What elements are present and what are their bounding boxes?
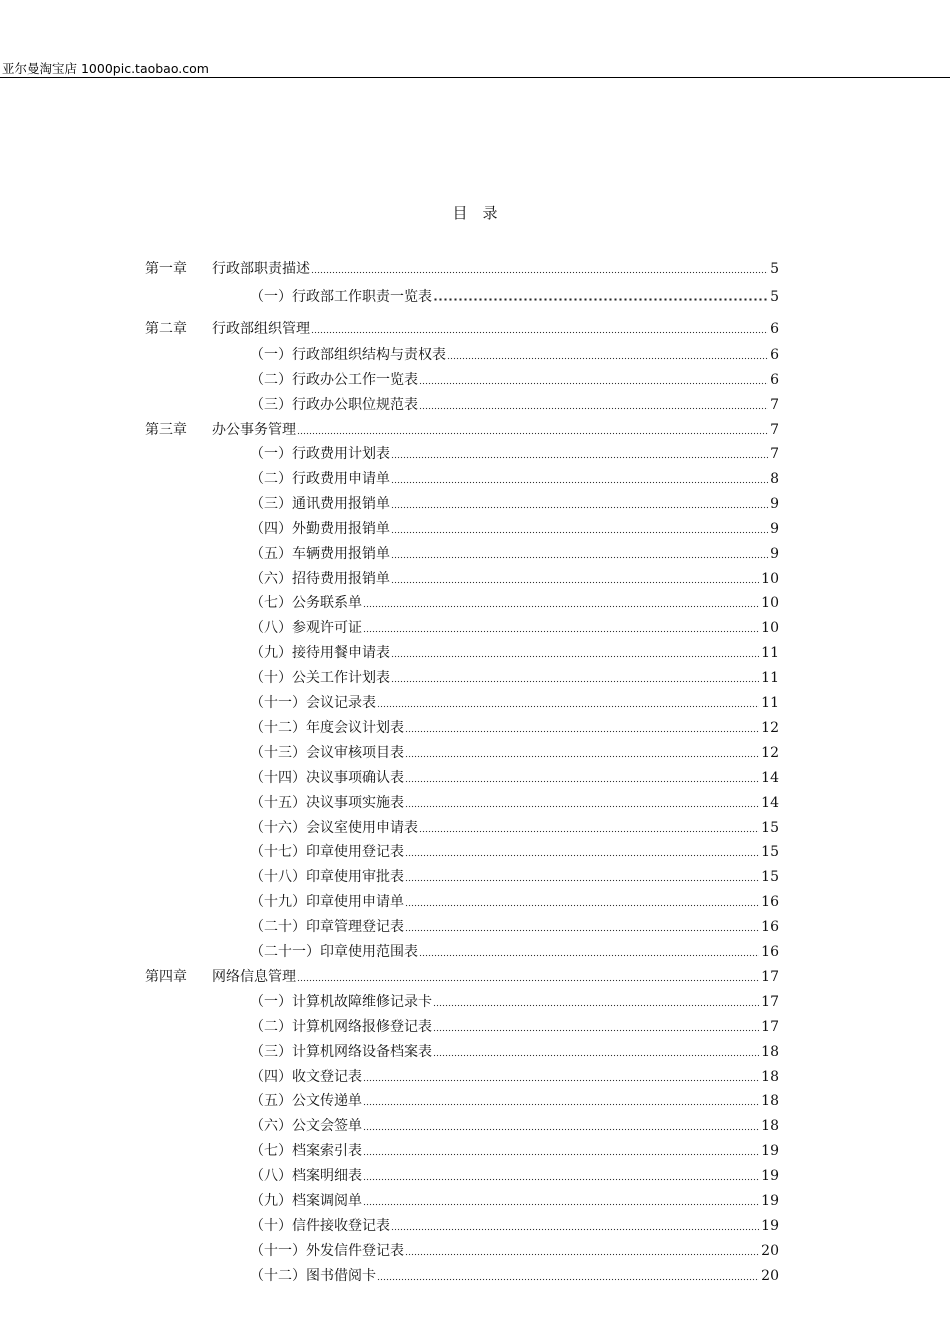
page-number: 15 <box>761 869 779 886</box>
entry-title: （十六）会议室使用申请表 <box>250 819 418 836</box>
chapter-number: 第二章 <box>145 321 187 337</box>
toc-section-entry[interactable] <box>250 543 779 563</box>
dot-leader <box>433 994 759 1008</box>
dot-leader <box>377 1268 759 1282</box>
entry-title: （五）车辆费用报销单 <box>250 545 390 562</box>
entry-title: （四）收文登记表 <box>250 1068 362 1085</box>
dot-leader <box>363 620 759 634</box>
toc-section-entry[interactable] <box>250 394 779 414</box>
dot-leader <box>433 289 768 303</box>
entry-title: 办公事务管理 <box>212 422 296 438</box>
toc-section-entry[interactable] <box>250 1265 779 1285</box>
dot-leader <box>391 546 768 560</box>
dot-leader <box>405 795 759 809</box>
entry-title: （九）档案调阅单 <box>250 1193 362 1209</box>
dot-leader <box>419 820 759 834</box>
dot-leader <box>391 496 768 510</box>
toc-section-entry[interactable] <box>250 866 779 886</box>
page-number: 11 <box>761 695 779 711</box>
toc-section-entry[interactable] <box>250 717 779 737</box>
page-number: 11 <box>761 645 779 662</box>
dot-leader <box>405 869 759 883</box>
header-text: 亚尔曼淘宝店 1000pic.taobao.com <box>2 61 209 76</box>
toc-section-entry[interactable] <box>250 493 779 513</box>
toc-section-entry[interactable] <box>250 667 779 687</box>
dot-leader <box>391 645 759 659</box>
entry-title: （十二）年度会议计划表 <box>250 719 404 736</box>
entry-title: （十七）印章使用登记表 <box>250 844 404 861</box>
toc-chapter-entry[interactable] <box>145 318 779 338</box>
entry-title: （二十）印章管理登记表 <box>250 919 404 936</box>
dot-leader <box>297 969 759 983</box>
dot-leader <box>433 1019 759 1033</box>
entry-title: （十四）决议事项确认表 <box>250 769 404 786</box>
entry-title: （三）行政办公职位规范表 <box>250 397 418 413</box>
dot-leader <box>405 745 759 759</box>
page-number: 18 <box>761 1093 779 1110</box>
page-number: 8 <box>770 470 779 487</box>
page-number: 17 <box>761 993 779 1010</box>
entry-title: （六）公文会签单 <box>250 1118 362 1135</box>
toc-section-entry[interactable] <box>250 941 779 961</box>
dot-leader <box>405 1243 759 1257</box>
dot-leader <box>433 1044 759 1058</box>
page-number: 9 <box>770 495 779 512</box>
page-number: 20 <box>761 1267 779 1284</box>
entry-title: 行政部组织管理 <box>212 321 310 337</box>
page-number: 18 <box>761 1068 779 1085</box>
toc-section-entry[interactable] <box>250 767 779 787</box>
dot-leader <box>405 894 759 908</box>
page-number: 16 <box>761 919 779 936</box>
entry-title: （二）行政费用申请单 <box>250 470 390 487</box>
page-number: 19 <box>761 1217 779 1234</box>
entry-title: （二）行政办公工作一览表 <box>250 372 418 388</box>
toc-section-entry[interactable] <box>250 443 779 463</box>
entry-title: 网络信息管理 <box>212 968 296 985</box>
toc-title: 目 录 <box>452 204 498 222</box>
dot-leader <box>391 1218 759 1232</box>
dot-leader <box>363 1118 759 1132</box>
dot-leader <box>363 1168 759 1182</box>
toc-section-entry[interactable] <box>250 1090 779 1110</box>
dot-leader <box>363 595 759 609</box>
dot-leader <box>419 397 768 411</box>
entry-title: （五）公文传递单 <box>250 1093 362 1110</box>
entry-title: （三）通讯费用报销单 <box>250 495 390 512</box>
entry-title: （十八）印章使用审批表 <box>250 869 404 886</box>
toc-section-entry[interactable] <box>250 568 779 588</box>
toc-section-entry[interactable] <box>250 1215 779 1235</box>
toc-section-entry[interactable] <box>250 841 779 861</box>
toc-section-entry[interactable] <box>250 1190 779 1210</box>
toc-chapter-entry[interactable] <box>145 419 779 439</box>
page-number: 19 <box>761 1168 779 1185</box>
entry-title: （十九）印章使用申请单 <box>250 894 404 911</box>
page-number: 19 <box>761 1143 779 1160</box>
entry-title: （一）行政部组织结构与责权表 <box>250 347 446 363</box>
dot-leader <box>363 1193 759 1207</box>
page-number: 5 <box>770 289 779 305</box>
dot-leader <box>405 770 759 784</box>
entry-title: （十一）外发信件登记表 <box>250 1242 404 1259</box>
entry-title: （八）参观许可证 <box>250 620 362 637</box>
toc-section-entry[interactable] <box>250 1140 779 1160</box>
toc-section-entry[interactable] <box>250 642 779 662</box>
toc-section-entry[interactable] <box>250 286 779 306</box>
entry-title: （二十一）印章使用范围表 <box>250 944 418 960</box>
page-number: 6 <box>770 321 779 337</box>
page-number: 9 <box>770 520 779 537</box>
toc-section-entry[interactable] <box>250 617 779 637</box>
page-number: 15 <box>761 844 779 861</box>
toc-section-entry[interactable] <box>250 792 779 812</box>
chapter-number: 第三章 <box>145 422 187 438</box>
dot-leader <box>363 1093 759 1107</box>
page-number: 14 <box>761 794 779 811</box>
dot-leader <box>391 521 768 535</box>
chapter-number: 第四章 <box>145 968 187 985</box>
toc-section-entry[interactable] <box>250 1016 779 1036</box>
entry-title: （九）接待用餐申请表 <box>250 645 390 662</box>
page-number: 16 <box>761 894 779 911</box>
dot-leader <box>405 720 759 734</box>
entry-title: （一）行政费用计划表 <box>250 446 390 462</box>
entry-title: （一）计算机故障维修记录卡 <box>250 993 432 1010</box>
page-number: 20 <box>761 1242 779 1259</box>
dot-leader <box>419 944 759 958</box>
entry-title: （二）计算机网络报修登记表 <box>250 1018 432 1035</box>
toc-chapter-entry[interactable] <box>145 966 779 986</box>
entry-title: （八）档案明细表 <box>250 1168 362 1185</box>
page-number: 6 <box>770 372 779 388</box>
page-number: 14 <box>761 769 779 786</box>
page-number: 7 <box>770 397 779 413</box>
toc-section-entry[interactable] <box>250 1165 779 1185</box>
toc-section-entry[interactable] <box>250 1041 779 1061</box>
toc-section-entry[interactable] <box>250 1240 779 1260</box>
page-number: 17 <box>761 968 779 985</box>
dot-leader <box>363 1143 759 1157</box>
page-number: 19 <box>761 1193 779 1209</box>
dot-leader <box>363 1069 759 1083</box>
page-number: 10 <box>761 595 779 612</box>
page-number: 18 <box>761 1118 779 1135</box>
page-number: 10 <box>761 620 779 637</box>
page-number: 7 <box>770 446 779 462</box>
entry-title: （十）公关工作计划表 <box>250 670 390 687</box>
toc-section-entry[interactable] <box>250 916 779 936</box>
entry-title: （三）计算机网络设备档案表 <box>250 1043 432 1060</box>
page-number: 7 <box>770 422 779 438</box>
dot-leader <box>377 695 759 709</box>
entry-title: 行政部职责描述 <box>212 261 310 277</box>
dot-leader <box>419 372 768 386</box>
entry-title: （七）公务联系单 <box>250 595 362 612</box>
entry-title: （十二）图书借阅卡 <box>250 1267 376 1284</box>
entry-title: （十三）会议审核项目表 <box>250 744 404 761</box>
chapter-number: 第一章 <box>145 261 187 277</box>
dot-leader <box>405 844 759 858</box>
toc-section-entry[interactable] <box>250 692 779 712</box>
entry-title: （七）档案索引表 <box>250 1143 362 1160</box>
page-number: 18 <box>761 1043 779 1060</box>
dot-leader <box>311 261 768 275</box>
toc-section-entry[interactable] <box>250 592 779 612</box>
entry-title: （十五）决议事项实施表 <box>250 794 404 811</box>
toc-section-entry[interactable] <box>250 1066 779 1086</box>
entry-title: （十）信件接收登记表 <box>250 1217 390 1234</box>
toc-section-entry[interactable] <box>250 742 779 762</box>
toc-section-entry[interactable] <box>250 817 779 837</box>
toc-section-entry[interactable] <box>250 1115 779 1135</box>
toc-section-entry[interactable] <box>250 991 779 1011</box>
toc-section-entry[interactable] <box>250 468 779 488</box>
page-number: 5 <box>770 261 779 277</box>
toc-chapter-entry[interactable] <box>145 258 779 278</box>
toc-section-entry[interactable] <box>250 369 779 389</box>
dot-leader <box>391 446 768 460</box>
toc-section-entry[interactable] <box>250 518 779 538</box>
page-number: 16 <box>761 944 779 960</box>
entry-title: （四）外勤费用报销单 <box>250 520 390 537</box>
dot-leader <box>311 321 768 335</box>
dot-leader <box>447 347 768 361</box>
dot-leader <box>297 422 768 436</box>
entry-title: （十一）会议记录表 <box>250 695 376 711</box>
dot-leader <box>391 670 759 684</box>
entry-title: （六）招待费用报销单 <box>250 570 390 587</box>
page-number: 11 <box>761 670 779 687</box>
page-number: 12 <box>761 719 779 736</box>
dot-leader <box>391 471 768 485</box>
toc-section-entry[interactable] <box>250 891 779 911</box>
page-number: 17 <box>761 1018 779 1035</box>
page-number: 12 <box>761 744 779 761</box>
page-number: 6 <box>770 347 779 363</box>
dot-leader <box>391 571 759 585</box>
entry-title: （一）行政部工作职责一览表 <box>250 289 432 305</box>
dot-leader <box>405 919 759 933</box>
toc-section-entry[interactable] <box>250 344 779 364</box>
page-number: 9 <box>770 545 779 562</box>
page-number: 10 <box>761 570 779 587</box>
page-number: 15 <box>761 819 779 836</box>
